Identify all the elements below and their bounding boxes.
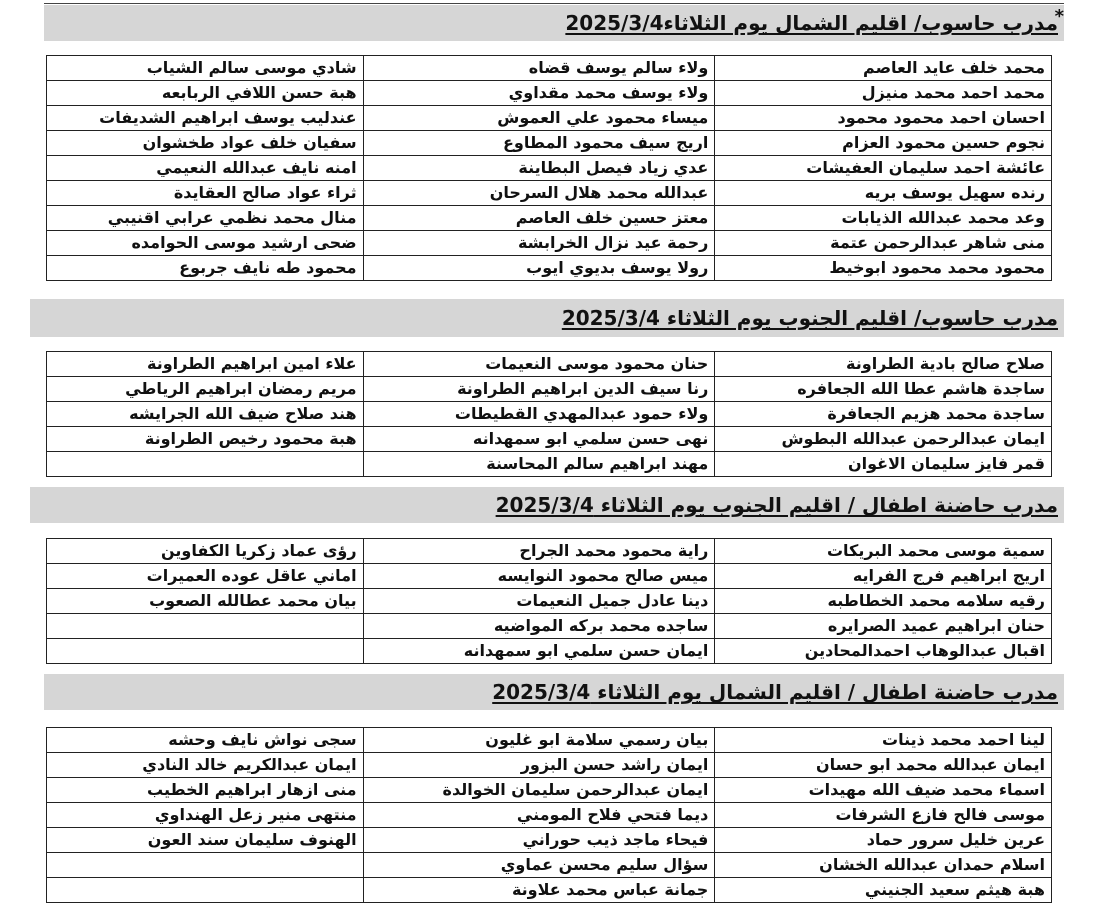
name-cell: اماني عاقل عوده العميرات bbox=[47, 564, 364, 589]
name-cell: ساجدة محمد هزيم الجعافرة bbox=[715, 402, 1052, 427]
name-cell: عدي زياد فيصل البطاينة bbox=[363, 156, 715, 181]
name-cell: هبة محمود رخيص الطراونة bbox=[47, 427, 364, 452]
name-cell: منى شاهر عبدالرحمن عتمة bbox=[715, 231, 1052, 256]
name-cell: ولاء حمود عبدالمهدي القطيطات bbox=[363, 402, 715, 427]
name-cell: محمد خلف عايد العاصم bbox=[715, 56, 1052, 81]
name-cell: دينا عادل جميل النعيمات bbox=[363, 589, 715, 614]
name-cell: رحمة عيد نزال الخرابشة bbox=[363, 231, 715, 256]
table-row bbox=[47, 156, 1052, 181]
name-cell: اسلام حمدان عبدالله الخشان bbox=[715, 853, 1052, 878]
table-row bbox=[47, 131, 1052, 156]
table-row bbox=[47, 352, 1052, 377]
name-cell bbox=[47, 853, 364, 878]
name-cell: محمد احمد محمد منيزل bbox=[715, 81, 1052, 106]
asterisk-marker: * bbox=[1054, 6, 1064, 27]
table-row bbox=[47, 639, 1052, 664]
section-header-childcare-south bbox=[30, 487, 1064, 523]
name-cell: ايمان عبدالرحمن عبدالله البطوش bbox=[715, 427, 1052, 452]
name-cell: ميساء محمود علي العموش bbox=[363, 106, 715, 131]
name-cell: عندليب يوسف ابراهيم الشديفات bbox=[47, 106, 364, 131]
name-cell: منى ازهار ابراهيم الخطيب bbox=[47, 778, 364, 803]
name-cell: ولاء سالم يوسف قضاه bbox=[363, 56, 715, 81]
table-row bbox=[47, 539, 1052, 564]
name-cell: اقبال عبدالوهاب احمدالمحادين bbox=[715, 639, 1052, 664]
name-cell: رقيه سلامه محمد الخطاطبه bbox=[715, 589, 1052, 614]
name-cell: حنان ابراهيم عميد الصرايره bbox=[715, 614, 1052, 639]
name-cell: مريم رمضان ابراهيم الرياطي bbox=[47, 377, 364, 402]
table-row bbox=[47, 778, 1052, 803]
table-row bbox=[47, 564, 1052, 589]
table-row bbox=[47, 402, 1052, 427]
roster-table-computer-north bbox=[46, 55, 1052, 281]
name-cell: ايمان عبدالله محمد ابو حسان bbox=[715, 753, 1052, 778]
table-row bbox=[47, 256, 1052, 281]
name-cell bbox=[47, 878, 364, 903]
name-cell: صلاح صالح بادية الطراونة bbox=[715, 352, 1052, 377]
name-cell: راية محمود محمد الجراح bbox=[363, 539, 715, 564]
section-header-computer-north bbox=[44, 5, 1064, 41]
top-rule bbox=[44, 0, 1064, 4]
name-cell: وعد محمد عبدالله الذيابات bbox=[715, 206, 1052, 231]
name-cell: ايمان عبدالرحمن سليمان الخوالدة bbox=[363, 778, 715, 803]
name-cell: سفيان خلف عواد طخشوان bbox=[47, 131, 364, 156]
roster-table-childcare-south bbox=[46, 538, 1052, 664]
name-cell: عائشة احمد سليمان العفيشات bbox=[715, 156, 1052, 181]
table-row bbox=[47, 728, 1052, 753]
name-cell: جمانة عباس محمد علاونة bbox=[363, 878, 715, 903]
name-cell: امنه نايف عبدالله النعيمي bbox=[47, 156, 364, 181]
table-row bbox=[47, 853, 1052, 878]
name-cell: ثراء عواد صالح العقايدة bbox=[47, 181, 364, 206]
name-cell: ساجده محمد بركه المواضيه bbox=[363, 614, 715, 639]
name-cell: نجوم حسين محمود العزام bbox=[715, 131, 1052, 156]
name-cell: محمود طه نايف جربوع bbox=[47, 256, 364, 281]
name-cell: بيان محمد عطالله الصعوب bbox=[47, 589, 364, 614]
name-cell: اريج ابراهيم فرج الفرايه bbox=[715, 564, 1052, 589]
name-cell: مهند ابراهيم سالم المحاسنة bbox=[363, 452, 715, 477]
name-cell: ايمان راشد حسن البزور bbox=[363, 753, 715, 778]
name-cell: رولا يوسف بديوي ايوب bbox=[363, 256, 715, 281]
name-cell bbox=[47, 614, 364, 639]
section-title: مدرب حاضنة اطفال / اقليم الجنوب يوم الثلاثاء 2025/3/4 bbox=[495, 493, 1058, 517]
name-cell: نهى حسن سلمي ابو سمهدانه bbox=[363, 427, 715, 452]
name-cell: احسان احمد محمود محمود bbox=[715, 106, 1052, 131]
table-row bbox=[47, 878, 1052, 903]
table-row bbox=[47, 427, 1052, 452]
name-cell: ميس صالح محمود النوايسه bbox=[363, 564, 715, 589]
roster-table-childcare-north bbox=[46, 727, 1052, 903]
name-cell: ايمان عبدالكريم خالد النادي bbox=[47, 753, 364, 778]
name-cell: سؤال سليم محسن عماوي bbox=[363, 853, 715, 878]
name-cell bbox=[47, 452, 364, 477]
name-cell: ديما فتحي فلاح المومني bbox=[363, 803, 715, 828]
table-row bbox=[47, 181, 1052, 206]
table-row bbox=[47, 81, 1052, 106]
name-cell: علاء امين ابراهيم الطراونة bbox=[47, 352, 364, 377]
section-title: مدرب حاسوب/ اقليم الشمال يوم الثلاثاء2025/3/4 bbox=[565, 11, 1058, 35]
section-title: مدرب حاضنة اطفال / اقليم الشمال يوم الثلاثاء 2025/3/4 bbox=[492, 680, 1058, 704]
name-cell: هند صلاح ضيف الله الجرايشه bbox=[47, 402, 364, 427]
name-cell: ضحى ارشيد موسى الحوامده bbox=[47, 231, 364, 256]
table-row bbox=[47, 56, 1052, 81]
roster-table-computer-south bbox=[46, 351, 1052, 477]
name-cell: محمود محمد محمود ابوخيط bbox=[715, 256, 1052, 281]
name-cell: اسماء محمد ضيف الله مهيدات bbox=[715, 778, 1052, 803]
name-cell: هبة هيثم سعيد الجنيني bbox=[715, 878, 1052, 903]
section-header-childcare-north bbox=[44, 674, 1064, 710]
name-cell: بيان رسمي سلامة ابو غليون bbox=[363, 728, 715, 753]
table-row bbox=[47, 377, 1052, 402]
name-cell bbox=[47, 639, 364, 664]
section-title: مدرب حاسوب/ اقليم الجنوب يوم الثلاثاء 2025/3/4 bbox=[561, 306, 1058, 330]
name-cell: رؤى عماد زكريا الكفاوين bbox=[47, 539, 364, 564]
section-header-computer-south bbox=[30, 299, 1064, 337]
name-cell: قمر فايز سليمان الاغوان bbox=[715, 452, 1052, 477]
name-cell: سجى نواش نايف وحشه bbox=[47, 728, 364, 753]
name-cell: حنان محمود موسى النعيمات bbox=[363, 352, 715, 377]
name-cell: فيحاء ماجد ذيب حوراني bbox=[363, 828, 715, 853]
name-cell: هبة حسن اللافي الربابعه bbox=[47, 81, 364, 106]
name-cell: اريج سيف محمود المطاوع bbox=[363, 131, 715, 156]
table-row bbox=[47, 452, 1052, 477]
table-row bbox=[47, 803, 1052, 828]
table-row bbox=[47, 106, 1052, 131]
name-cell: الهنوف سليمان سند العون bbox=[47, 828, 364, 853]
name-cell: عبدالله محمد هلال السرحان bbox=[363, 181, 715, 206]
name-cell: ولاء يوسف محمد مقداوي bbox=[363, 81, 715, 106]
name-cell: لينا احمد محمد ذينات bbox=[715, 728, 1052, 753]
table-row bbox=[47, 231, 1052, 256]
name-cell: عرين خليل سرور حماد bbox=[715, 828, 1052, 853]
table-row bbox=[47, 614, 1052, 639]
name-cell: منال محمد نظمي عرابي اقنيبي bbox=[47, 206, 364, 231]
table-row bbox=[47, 589, 1052, 614]
name-cell: موسى فالح فازع الشرفات bbox=[715, 803, 1052, 828]
name-cell: سمية موسى محمد البريكات bbox=[715, 539, 1052, 564]
name-cell: رنا سيف الدين ابراهيم الطراونة bbox=[363, 377, 715, 402]
table-row bbox=[47, 828, 1052, 853]
table-row bbox=[47, 206, 1052, 231]
table-row bbox=[47, 753, 1052, 778]
name-cell: رنده سهيل يوسف بريه bbox=[715, 181, 1052, 206]
name-cell: ايمان حسن سلمي ابو سمهدانه bbox=[363, 639, 715, 664]
name-cell: منتهى منير زعل الهنداوي bbox=[47, 803, 364, 828]
name-cell: شادي موسى سالم الشياب bbox=[47, 56, 364, 81]
name-cell: معتز حسين خلف العاصم bbox=[363, 206, 715, 231]
name-cell: ساجدة هاشم عطا الله الجعافره bbox=[715, 377, 1052, 402]
